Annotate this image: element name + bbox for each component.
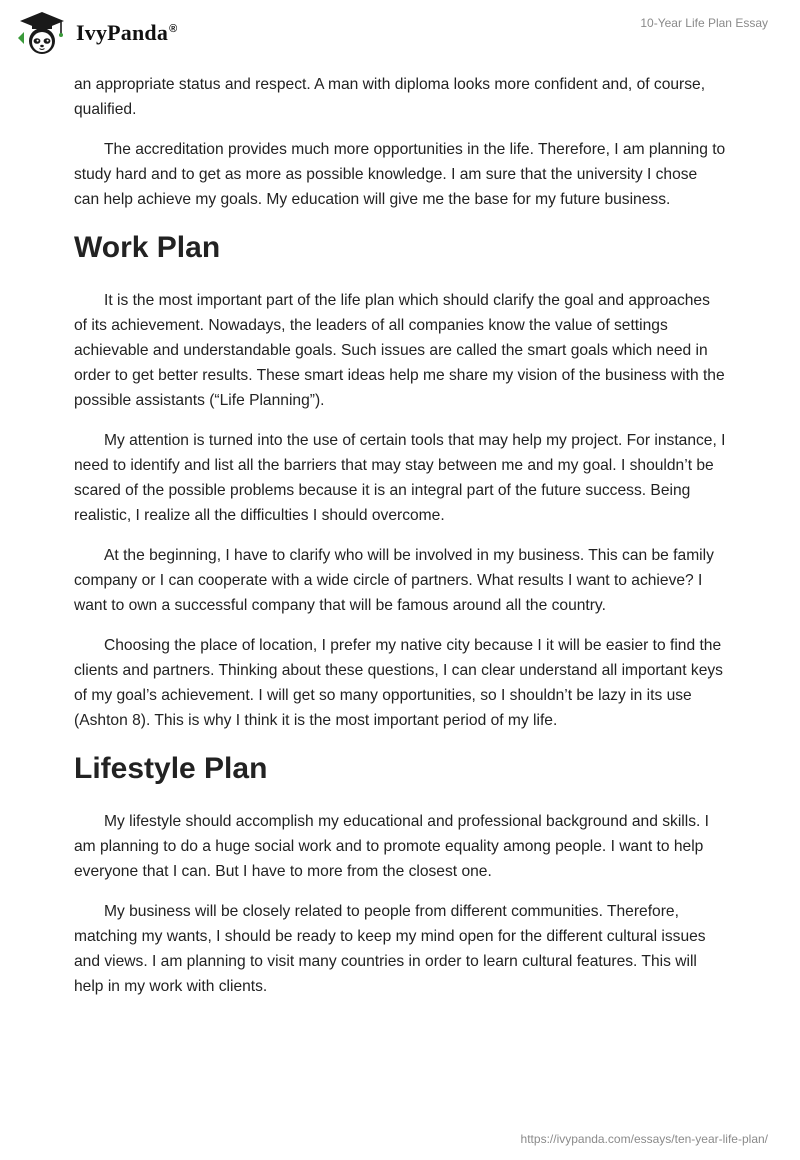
paragraph: My business will be closely related to people from different communities. Therefore, matching my wants, I should be ready to keep my mind open for the different cultural issues and views. I am planning to visit many countries in order to learn cultural features. This will help in my work with clients. <box>74 903 706 995</box>
panda-graduate-icon <box>14 10 70 56</box>
essay-body <box>74 72 726 1014</box>
ivypanda-logo[interactable] <box>14 10 177 56</box>
section-heading-work-plan: Work Plan <box>74 231 221 264</box>
paragraph: My lifestyle should accomplish my educational and professional background and skills. I am planning to do a huge social work and to promote equality among people. I want to help everyone that I can. But I have to more from the closest one. <box>74 813 710 880</box>
source-url[interactable]: https://ivypanda.com/essays/ten-year-life-plan/ <box>520 1132 768 1146</box>
logo-wordmark: IvyPanda® <box>76 20 178 45</box>
paragraph: At the beginning, I have to clarify who will be involved in my business. This can be family company or I can cooperate with a wide circle of partners. What results I want to achieve? I want to own a successful company that will be famous around all the country. <box>74 547 714 614</box>
section-heading-lifestyle-plan: Lifestyle Plan <box>74 752 268 785</box>
document-title: 10-Year Life Plan Essay <box>640 16 768 30</box>
paragraph: Choosing the place of location, I prefer my native city because I it will be easier to find the clients and partners. Thinking about these questions, I can clear understand all important keys of my goal’s achievement. I will get so many opportunities, so I shouldn’t be lazy in its use (Ashton 8). This is why I think it is the most important period of my life. <box>74 637 723 729</box>
page-header <box>0 0 800 70</box>
registered-mark: ® <box>169 22 178 35</box>
paragraph: The accreditation provides much more opportunities in the life. Therefore, I am planning to study hard and to get as more as possible knowledge. I am sure that the university I chose can help achieve my goals. My education will give me the base for my future business. <box>74 141 726 208</box>
paragraph: an appropriate status and respect. A man with diploma looks more confident and, of course, qualified. <box>74 76 706 118</box>
paragraph: It is the most important part of the life plan which should clarify the goal and approaches of its achievement. Nowadays, the leaders of all companies know the value of settings achievable and understandable goals. Such issues are called the smart goals which need in order to get better results. These smart ideas help me share my vision of the business with the possible assistants (“Life Planning”). <box>74 292 725 409</box>
paragraph: My attention is turned into the use of certain tools that may help my project. For instance, I need to identify and list all the barriers that may stay between me and my goal. I shouldn’t be scared of the possible problems because it is an integral part of the future success. Being realistic, I realize all the difficulties I should overcome. <box>74 432 726 524</box>
